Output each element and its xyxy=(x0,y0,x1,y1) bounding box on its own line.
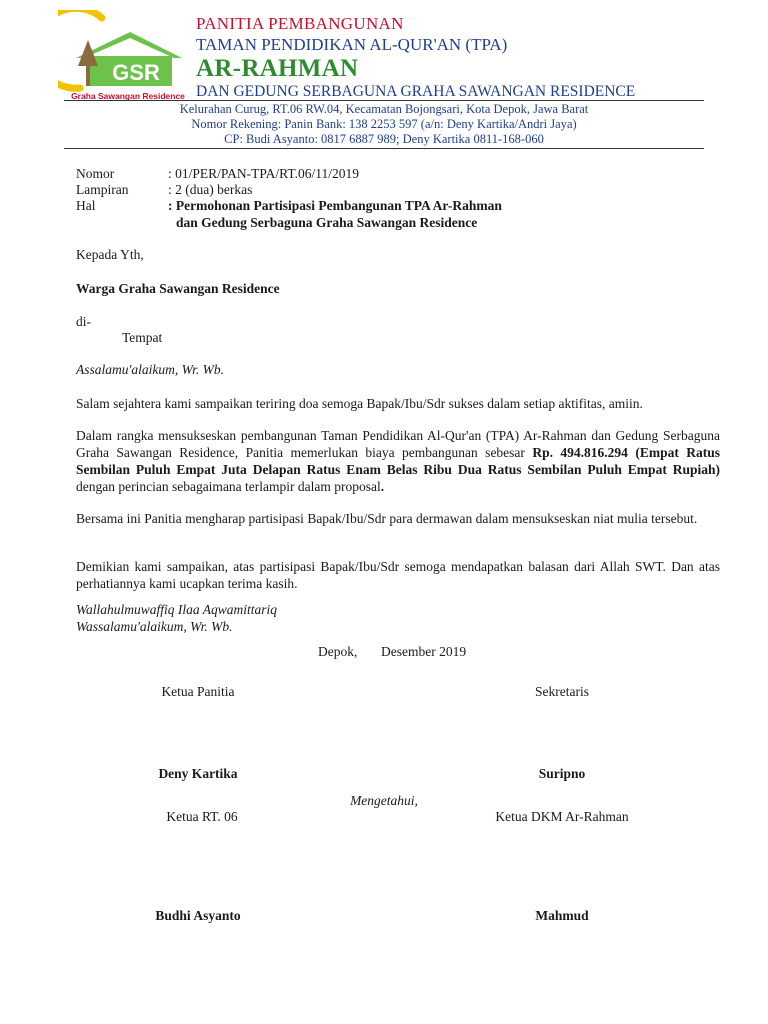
paragraph-greeting: Salam sejahtera kami sampaikan teriring doa semoga Bapak/Ibu/Sdr sukses dalam setiap aktifitas, amiin. xyxy=(76,396,643,411)
ketua-panitia-title: Ketua Panitia xyxy=(161,684,235,699)
logo-caption: Graha Sawangan Residence xyxy=(71,91,185,101)
mengetahui-label: Mengetahui, xyxy=(350,793,418,808)
funding-text: Dalam rangka mensukseskan pembangunan Taman Pendidikan Al-Qur'an (TPA) Ar-Rahman dan Gedung Serbaguna Graha Sawangan Residence, Panitia memerlukan biaya pembangunan sebesar xyxy=(76,428,720,460)
nomor-value: : 01/PER/PAN-TPA/RT.06/11/2019 xyxy=(168,166,359,181)
address-line: Kelurahan Curug, RT.06 RW.04, Kecamatan Bojongsari, Kota Depok, Jawa Barat xyxy=(179,102,589,116)
hal-value-continued: dan Gedung Serbaguna Graha Sawangan Residence xyxy=(176,215,478,230)
letterhead-line-4: DAN GEDUNG SERBAGUNA GRAHA SAWANGAN RESIDENCE xyxy=(196,83,636,100)
logo-text: GSR xyxy=(112,60,160,85)
date-month-year: Desember 2019 xyxy=(381,644,467,659)
ketua-rt-name: Budhi Asyanto xyxy=(155,908,241,923)
sekretaris-name: Suripno xyxy=(538,766,586,781)
recipient-name: Warga Graha Sawangan Residence xyxy=(76,281,280,296)
ketua-rt-title: Ketua RT. 06 xyxy=(166,809,238,824)
hal-label: Hal xyxy=(76,198,96,213)
letterhead-line-2: TAMAN PENDIDIKAN AL-QUR'AN (TPA) xyxy=(196,35,508,54)
opening-salam: Assalamu'alaikum, Wr. Wb. xyxy=(76,362,225,377)
contact-line: CP: Budi Asyanto: 0817 6887 989; Deny Kartika 0811-168-060 xyxy=(224,132,544,146)
lampiran-value: : 2 (dua) berkas xyxy=(168,182,253,197)
recipient-place: Tempat xyxy=(122,330,163,345)
paragraph-closing: Demikian kami sampaikan, atas partisipasi Bapak/Ibu/Sdr semoga mendapatkan balasan dari Allah SWT. Dan atas perhatiannya kami ucapkan terima kasih. xyxy=(76,559,720,591)
closing-salam: Wassalamu'alaikum, Wr. Wb. xyxy=(76,619,233,634)
letterhead-title: AR-RAHMAN xyxy=(196,55,359,82)
gsr-logo xyxy=(58,10,188,105)
nomor-label: Nomor xyxy=(76,166,115,181)
paragraph-funding xyxy=(76,427,720,495)
funding-text-end: dengan perincian sebagaimana terlampir dalam proposal xyxy=(76,479,381,494)
sekretaris-title: Sekretaris xyxy=(535,684,589,699)
ketua-panitia-name: Deny Kartika xyxy=(158,766,238,781)
paragraph-request: Bersama ini Panitia mengharap partisipasi Bapak/Ibu/Sdr para dermawan dalam mensukseskan niat mulia tersebut. xyxy=(76,511,698,526)
date-city: Depok, xyxy=(318,644,358,659)
bank-account-line: Nomor Rekening: Panin Bank: 138 2253 597 (a/n: Deny Kartika/Andri Jaya) xyxy=(191,117,577,131)
closing-phrase: Wallahulmuwaffiq Ilaa Aqwamittariq xyxy=(76,602,278,617)
header-divider-bottom xyxy=(64,148,704,149)
recipient-di: di- xyxy=(76,314,91,329)
recipient-greeting: Kepada Yth, xyxy=(76,247,144,262)
letterhead-line-1: PANITIA PEMBANGUNAN xyxy=(196,14,404,33)
ketua-dkm-name: Mahmud xyxy=(535,908,589,923)
funding-amount: Rp. 494.816.294 (Empat Ratus Sembilan Puluh Empat Juta Delapan Ratus Enam Belas Ribu Dua Ratus Sembilan Puluh Empat Rupiah) xyxy=(76,445,720,477)
funding-period: . xyxy=(380,479,385,494)
lampiran-label: Lampiran xyxy=(76,182,129,197)
ketua-dkm-title: Ketua DKM Ar-Rahman xyxy=(495,809,629,824)
hal-value: : Permohonan Partisipasi Pembangunan TPA Ar-Rahman xyxy=(168,198,502,213)
header-divider-top xyxy=(64,100,704,101)
